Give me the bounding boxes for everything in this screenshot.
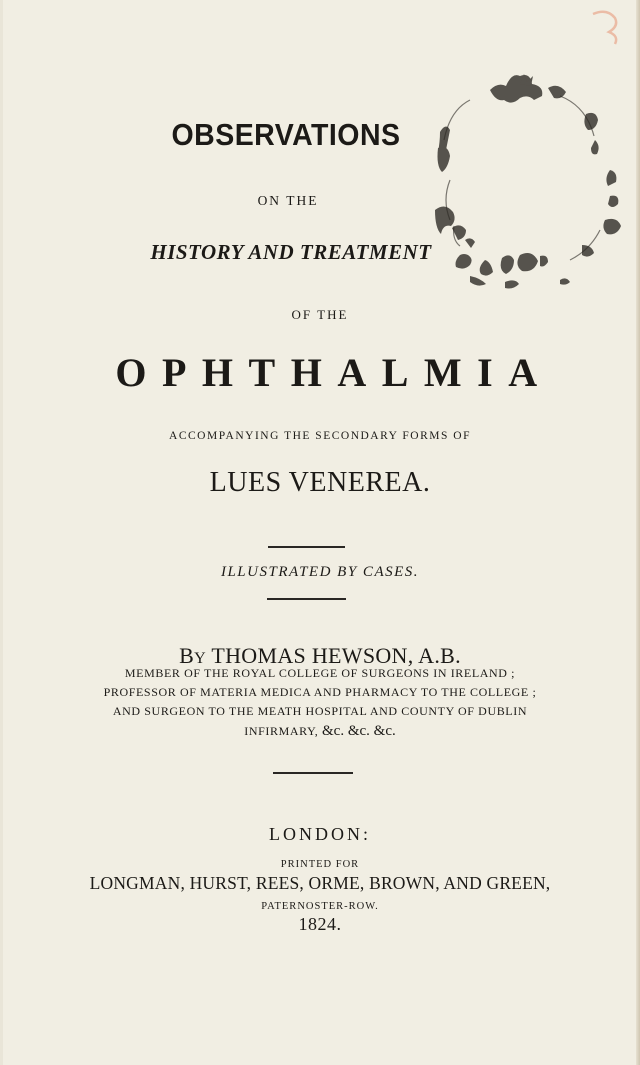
- author-credential-1: MEMBER OF THE ROYAL COLLEGE OF SURGEONS IN IRELAND ;: [124, 666, 516, 680]
- imprint-london: LONDON:: [269, 824, 371, 844]
- credential-4-text: INFIRMARY,: [244, 724, 319, 738]
- title-history-and-treatment: HISTORY AND TREATMENT: [150, 240, 432, 264]
- title-accompanying: ACCOMPANYING THE SECONDARY FORMS OF: [169, 430, 471, 442]
- title-of-the: OF THE: [291, 307, 349, 322]
- rule-upper: [268, 546, 345, 548]
- pencil-corner-icon: [585, 8, 625, 48]
- imprint-publishers: LONGMAN, HURST, REES, ORME, BROWN, AND GREEN,: [89, 873, 551, 893]
- author-credential-3: AND SURGEON TO THE MEATH HOSPITAL AND COUNTY OF DUBLIN: [112, 704, 528, 718]
- author-name: THOMAS HEWSON, A.B.: [211, 643, 461, 668]
- credential-4-etc: &c. &c. &c.: [322, 723, 396, 739]
- title-ophthalmia: OPHTHALMIA: [115, 350, 553, 395]
- author-credential-4: [0, 723, 640, 740]
- title-lues-venerea: LUES VENEREA.: [209, 467, 431, 498]
- title-observations: OBSERVATIONS: [171, 117, 401, 152]
- imprint-year: 1824.: [298, 914, 342, 934]
- rule-lower: [267, 598, 346, 600]
- rule-imprint: [273, 772, 353, 774]
- author-by-rest: Y: [194, 650, 206, 667]
- title-illustrated-by-cases: ILLUSTRATED BY CASES.: [220, 564, 420, 580]
- author-by-initial: B: [179, 643, 195, 668]
- imprint-printed-for: PRINTED FOR: [280, 859, 360, 870]
- imprint-paternoster-row: PATERNOSTER-ROW.: [261, 901, 379, 912]
- title-on-the: ON THE: [257, 193, 319, 208]
- author-credential-2: PROFESSOR OF MATERIA MEDICA AND PHARMACY TO THE COLLEGE ;: [103, 685, 537, 699]
